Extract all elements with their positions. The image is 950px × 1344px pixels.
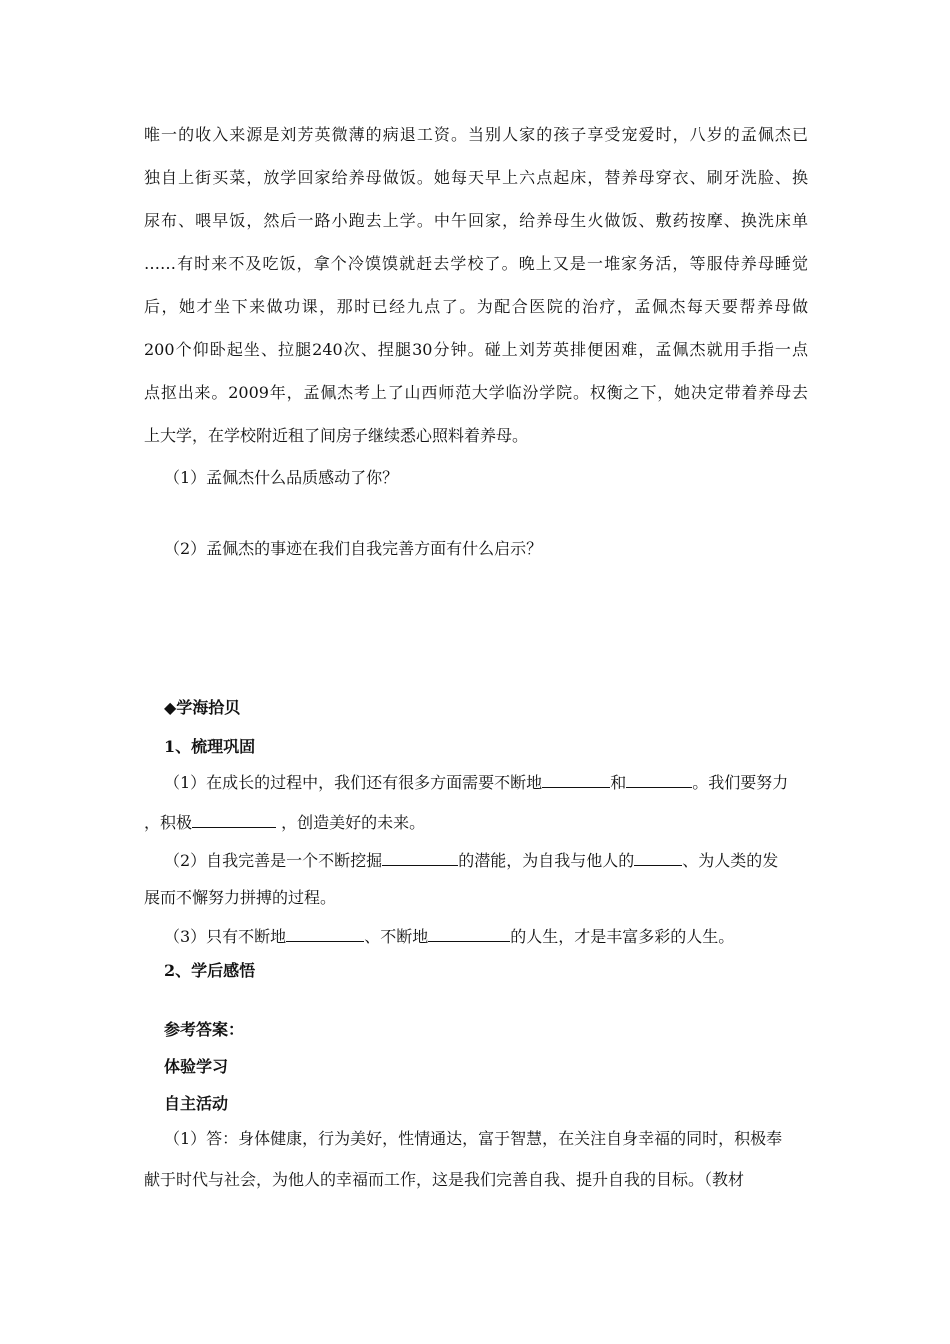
- blank-3[interactable]: [192, 811, 276, 828]
- section-heading: ◆学海拾贝: [164, 698, 241, 717]
- story-line: 独自上街买菜，放学回家给养母做饭。她每天早上六点起床，替养母穿衣、刷牙洗脸、换: [144, 168, 808, 187]
- blank-4[interactable]: [382, 849, 458, 866]
- answers-heading: 参考答案：: [164, 1020, 245, 1039]
- question-2: （2）孟佩杰的事迹在我们自我完善方面有什么启示？: [164, 539, 543, 558]
- subsection-reflection: 2、学后感悟: [164, 961, 256, 980]
- answer-line-2: 献于时代与社会，为他人的幸福而工作，这是我们完善自我、提升自我的目标。（教材: [144, 1170, 745, 1189]
- blank-5[interactable]: [634, 849, 682, 866]
- answers-subheading-2: 自主活动: [164, 1094, 229, 1113]
- story-line: 上大学，在学校附近租了间房子继续悉心照料着养母。: [144, 426, 529, 445]
- story-line: 后，她才坐下来做功课，那时已经九点了。为配合医院的治疗，孟佩杰每天要帮养母做: [144, 297, 808, 316]
- fill-item-1-line-2: ，积极 ，创造美好的未来。: [144, 813, 426, 832]
- story-line: 点抠出来。2009年，孟佩杰考上了山西师范大学临汾学院。权衡之下，她决定带着养母去: [144, 383, 808, 402]
- fill-item-2-line-1: （2）自我完善是一个不断挖掘 的潜能，为自我与他人的 、为人类的发: [164, 851, 779, 870]
- blank-7[interactable]: [428, 925, 510, 942]
- fill-item-1-line-1: （1）在成长的过程中，我们还有很多方面需要不断地 和 。我们要努力: [164, 773, 789, 792]
- blank-6[interactable]: [286, 925, 364, 942]
- story-line: ……有时来不及吃饭，拿个冷馍馍就赶去学校了。晚上又是一堆家务活，等服侍养母睡觉: [144, 254, 808, 273]
- story-line: 尿布、喂早饭，然后一路小跑去上学。中午回家，给养母生火做饭、敷药按摩、换洗床单: [144, 211, 808, 230]
- subsection-review: 1、梳理巩固: [164, 737, 256, 756]
- question-1: （1）孟佩杰什么品质感动了你？: [164, 468, 399, 487]
- blank-1[interactable]: [542, 771, 610, 788]
- blank-2[interactable]: [626, 771, 692, 788]
- answers-subheading-1: 体验学习: [164, 1057, 229, 1076]
- story-line: 200个仰卧起坐、拉腿240次、捏腿30分钟。碰上刘芳英排便困难，孟佩杰就用手指一点: [144, 340, 808, 359]
- fill-item-3: （3）只有不断地 、不断地 的人生，才是丰富多彩的人生。: [164, 927, 735, 946]
- story-line: 唯一的收入来源是刘芳英微薄的病退工资。当别人家的孩子享受宠爱时，八岁的孟佩杰已: [144, 125, 808, 144]
- story-paragraph: [144, 113, 808, 457]
- fill-item-2-line-2: 展而不懈努力拼搏的过程。: [144, 888, 337, 907]
- answer-line-1: （1）答：身体健康，行为美好，性情通达，富于智慧，在关注自身幸福的同时，积极奉: [164, 1129, 783, 1148]
